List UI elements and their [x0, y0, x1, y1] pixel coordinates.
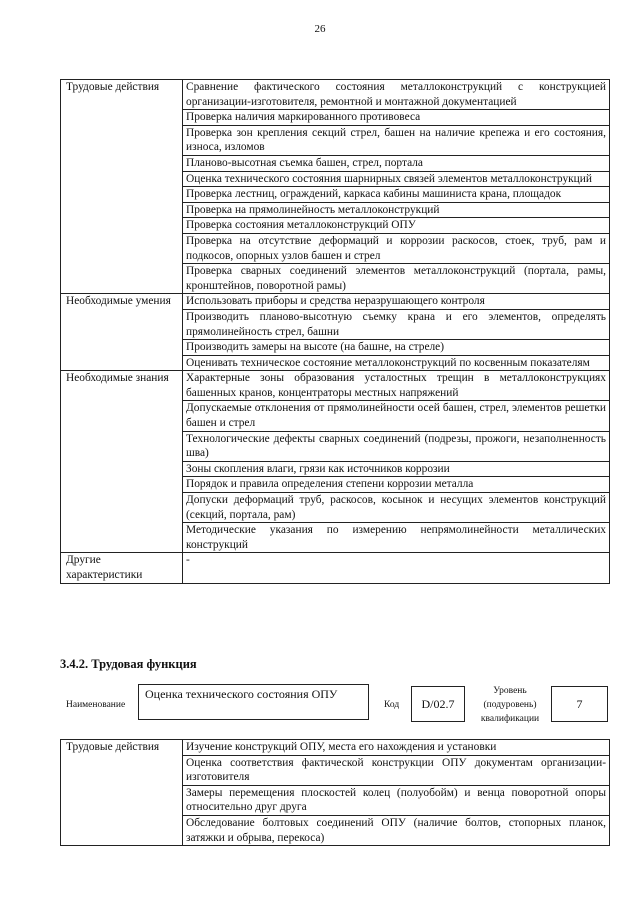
section-heading: 3.4.2. Трудовая функция: [60, 657, 197, 671]
list-item: -: [183, 553, 610, 583]
level-value-box: 7: [551, 686, 608, 722]
list-item: Оценивать техническое состояние металлоконструкций по косвенным показателям: [183, 355, 610, 371]
list-item: Методические указания по измерению непрямолинейности металлических конструкций: [183, 523, 610, 553]
list-item: Проверка сварных соединений элементов металлоконструкций (портала, рамы, кронштейнов, поворотной рамы): [183, 264, 610, 294]
row-label-required-skills: Необходимые умения: [61, 294, 183, 371]
name-label: Наименование: [66, 700, 126, 710]
list-item: Производить планово-высотную съемку крана и его элементов, определять прямолинейность стрел, башни: [183, 309, 610, 339]
list-item: Проверка наличия маркированного противовеса: [183, 110, 610, 126]
list-item: Планово-высотная съемка башен, стрел, портала: [183, 155, 610, 171]
function-actions-table: [60, 739, 610, 846]
name-value-box: Оценка технического состояния ОПУ: [138, 684, 369, 720]
list-item: Характерные зоны образования усталостных трещин в металлоконструкциях башенных кранов, концентраторы местных напряжений: [183, 371, 610, 401]
list-item: Зоны скопления влаги, грязи как источников коррозии: [183, 461, 610, 477]
table-row: [61, 740, 610, 756]
table-row: [61, 294, 610, 310]
list-item: Производить замеры на высоте (на башне, на стреле): [183, 340, 610, 356]
list-item: Проверка на прямолинейность металлоконструкций: [183, 202, 610, 218]
table-row: [61, 371, 610, 401]
list-item: Проверка лестниц, ограждений, каркаса кабины машиниста крана, площадок: [183, 187, 610, 203]
list-item: Оценка соответствия фактической конструкции ОПУ документам организации-изготовителя: [183, 755, 610, 785]
work-function-table: [60, 79, 610, 584]
page-number: 26: [314, 23, 326, 35]
level-label: [470, 684, 550, 726]
list-item: Изучение конструкций ОПУ, места его нахождения и установки: [183, 740, 610, 756]
list-item: Проверка на отсутствие деформаций и коррозии раскосов, стоек, труб, рам и подкосов, опорных узлов башен и стрел: [183, 233, 610, 263]
table-row: [61, 553, 610, 583]
row-label-required-knowledge: Необходимые знания: [61, 371, 183, 553]
list-item: Замеры перемещения плоскостей колец (полуобойм) и венца поворотной опоры относительно друг друга: [183, 785, 610, 815]
level-label-line: квалификации: [480, 714, 540, 724]
list-item: Использовать приборы и средства неразрушающего контроля: [183, 294, 610, 310]
list-item: Допускаемые отклонения от прямолинейности осей башен, стрел, элементов решетки башен и стрел: [183, 401, 610, 431]
list-item: Технологические дефекты сварных соединений (подрезы, прожоги, незаполненность шва): [183, 431, 610, 461]
code-label: Код: [384, 700, 400, 710]
row-label-labor-actions: Трудовые действия: [61, 80, 183, 294]
list-item: Порядок и правила определения степени коррозии металла: [183, 477, 610, 493]
code-value-box: D/02.7: [411, 686, 465, 722]
row-label-labor-actions: Трудовые действия: [61, 740, 183, 846]
list-item: Сравнение фактического состояния металлоконструкций с конструкцией организации-изготовителя, ремонтной и монтажной документацией: [183, 80, 610, 110]
list-item: Оценка технического состояния шарнирных связей элементов металлоконструкций: [183, 171, 610, 187]
list-item: Проверка состояния металлоконструкций ОПУ: [183, 218, 610, 234]
list-item: Проверка зон крепления секций стрел, башен на наличие крепежа и его состояния, износа, изломов: [183, 125, 610, 155]
level-label-line: (подуровень): [483, 700, 537, 710]
list-item: Обследование болтовых соединений ОПУ (наличие болтов, стопорных планок, затяжки и обрыва, перекоса): [183, 815, 610, 845]
table-row: [61, 80, 610, 110]
row-label-other-characteristics: Другие характеристики: [61, 553, 183, 583]
level-label-line: Уровень: [493, 686, 527, 696]
list-item: Допуски деформаций труб, раскосов, косынок и несущих элементов конструкций (секций, портала, рам): [183, 493, 610, 523]
